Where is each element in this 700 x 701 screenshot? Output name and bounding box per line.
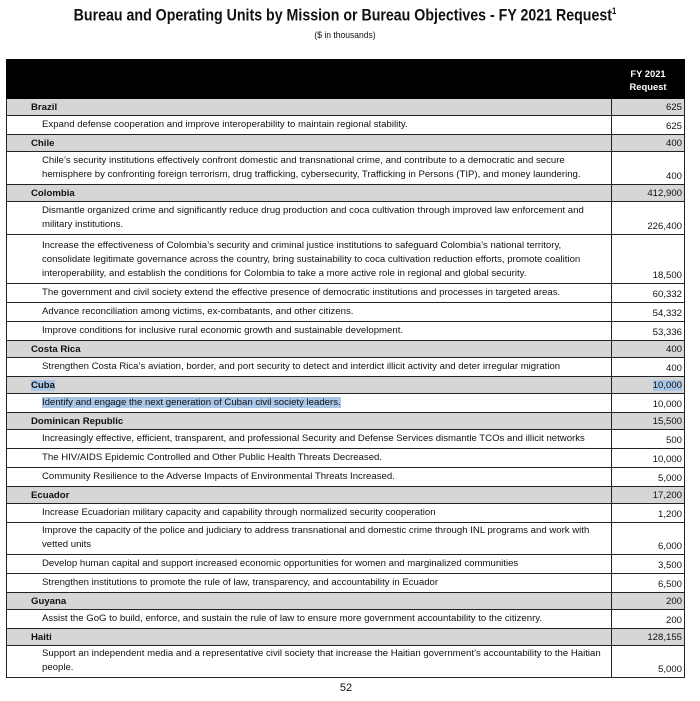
objective-amount: 400: [665, 171, 682, 182]
unit-amount: 400: [665, 138, 682, 149]
objective-text: Support an independent media and a representative civil society that increase the Haitian government’s accountability to the Haitian people.: [42, 648, 601, 673]
unit-name: Haiti: [31, 632, 52, 643]
objective-text: Increase Ecuadorian military capacity and capability through normalized security cooperation: [42, 507, 436, 518]
unit-name: Cuba: [31, 380, 55, 391]
objective-text-cell: [7, 152, 612, 185]
objective-row: [7, 430, 685, 449]
objective-row: [7, 646, 685, 678]
unit-name: Guyana: [31, 596, 67, 607]
objective-text-cell: [7, 116, 612, 135]
unit-name: Costa Rica: [31, 344, 81, 355]
unit-amount-cell: [612, 413, 685, 430]
unit-name-cell: [7, 99, 612, 116]
objective-amount: 10,000: [652, 454, 682, 465]
unit-amount-cell: [612, 135, 685, 152]
unit-amount: 128,155: [647, 632, 682, 643]
unit-name-cell: [7, 341, 612, 358]
unit-name: Ecuador: [31, 490, 70, 501]
objective-text: Improve conditions for inclusive rural economic growth and sustainable development.: [42, 325, 404, 336]
objective-text-cell: [7, 574, 612, 593]
unit-name-cell: [7, 487, 612, 504]
objective-amount: 54,332: [652, 308, 682, 319]
objective-amount-cell: [612, 449, 685, 468]
unit-name: Chile: [31, 138, 55, 149]
objective-row: [7, 504, 685, 523]
unit-amount: 625: [665, 102, 682, 113]
objective-amount-cell: [612, 394, 685, 413]
objective-row: [7, 468, 685, 487]
title-footnote-marker: 1: [611, 6, 617, 16]
objective-text-cell: [7, 202, 612, 235]
objective-text: Strengthen institutions to promote the rule of law, transparency, and accountability in Ecuador: [42, 577, 439, 588]
objective-row: [7, 610, 685, 629]
objective-amount-cell: [612, 555, 685, 574]
objective-text-cell: [7, 430, 612, 449]
objective-row: [7, 322, 685, 341]
unit-amount: 15,500: [652, 416, 682, 427]
objective-row: [7, 235, 685, 284]
objective-text-cell: [7, 303, 612, 322]
objective-amount: 5,000: [657, 473, 682, 484]
objective-text-cell: [7, 555, 612, 574]
objective-row: [7, 284, 685, 303]
unit-row: [7, 185, 685, 202]
objective-row: [7, 394, 685, 413]
objective-amount: 6,500: [657, 579, 682, 590]
objective-amount: 625: [665, 121, 682, 132]
unit-amount: 17,200: [652, 490, 682, 501]
objective-amount: 400: [665, 363, 682, 374]
objective-text-cell: [7, 504, 612, 523]
unit-row: [7, 135, 685, 152]
unit-amount: 10,000: [652, 380, 682, 391]
unit-row: [7, 629, 685, 646]
unit-amount-cell: [612, 629, 685, 646]
objective-amount-cell: [612, 322, 685, 341]
objective-amount-cell: [612, 430, 685, 449]
objective-amount: 500: [665, 435, 682, 446]
objective-amount-cell: [612, 523, 685, 555]
objective-text-cell: [7, 610, 612, 629]
objective-text: Assist the GoG to build, enforce, and sustain the rule of law to ensure more government accountability to the citizenry.: [42, 613, 543, 624]
unit-name: Colombia: [31, 188, 75, 199]
objective-text-cell: [7, 449, 612, 468]
unit-row: [7, 487, 685, 504]
objective-amount: 5,000: [657, 664, 682, 675]
objective-amount: 3,500: [657, 560, 682, 571]
budget-table: [6, 59, 685, 678]
objective-amount: 10,000: [652, 399, 682, 410]
page-subtitle: ($ in thousands): [314, 30, 376, 41]
objective-amount-cell: [612, 358, 685, 377]
unit-name: Dominican Republic: [31, 416, 124, 427]
unit-row: [7, 99, 685, 116]
objective-amount-cell: [612, 284, 685, 303]
title-text: Bureau and Operating Units by Mission or Bureau Objectives - FY 2021 Request: [73, 6, 612, 25]
unit-name-cell: [7, 629, 612, 646]
objective-text: Chile’s security institutions effectively confront domestic and transnational crime, and contribute to a democratic and secure hemisphere by confronting foreign terrorism, drug trafficking, cybersecurity, Trafficking in Persons (TIP), and money laundering.: [42, 155, 581, 180]
unit-row: [7, 413, 685, 430]
objective-text: Advance reconciliation among victims, ex-combatants, and other citizens.: [42, 306, 354, 317]
objective-amount-cell: [612, 152, 685, 185]
objective-text: Expand defense cooperation and improve interoperability to maintain regional stability.: [42, 119, 408, 130]
header-line-2: Request: [629, 80, 667, 92]
objective-text-cell: [7, 322, 612, 341]
page-title: [48, 6, 641, 26]
objective-text-cell: [7, 468, 612, 487]
objective-text: Identify and engage the next generation of Cuban civil society leaders.: [42, 397, 341, 408]
page-number: 52: [339, 682, 353, 694]
objective-amount-cell: [612, 610, 685, 629]
unit-row: [7, 377, 685, 394]
objective-amount-cell: [612, 574, 685, 593]
unit-amount: 200: [665, 596, 682, 607]
objective-amount-cell: [612, 116, 685, 135]
objective-amount: 60,332: [652, 289, 682, 300]
objective-row: [7, 555, 685, 574]
unit-row: [7, 593, 685, 610]
objective-row: [7, 449, 685, 468]
objective-amount: 53,336: [652, 327, 682, 338]
unit-name-cell: [7, 593, 612, 610]
objective-text: The government and civil society extend the effective presence of democratic institutions and processes in targeted areas.: [42, 287, 561, 298]
objective-text-cell: [7, 523, 612, 555]
objective-row: [7, 303, 685, 322]
objective-row: [7, 202, 685, 235]
objective-amount-cell: [612, 303, 685, 322]
unit-name-cell: [7, 413, 612, 430]
unit-row: [7, 341, 685, 358]
objective-text-cell: [7, 394, 612, 413]
header-fy2021-request: [612, 60, 685, 99]
objective-text: The HIV/AIDS Epidemic Controlled and Other Public Health Threats Decreased.: [42, 452, 383, 463]
objective-amount: 1,200: [657, 509, 682, 520]
objective-amount-cell: [612, 646, 685, 678]
objective-text: Strengthen Costa Rica’s aviation, border, and port security to detect and interdict illicit activity and deter irregular migration: [42, 361, 561, 372]
unit-name-cell: [7, 185, 612, 202]
unit-amount-cell: [612, 185, 685, 202]
objective-amount: 18,500: [652, 270, 682, 281]
objective-amount-cell: [612, 504, 685, 523]
unit-name: Brazil: [31, 102, 58, 113]
objective-row: [7, 523, 685, 555]
unit-name-cell: [7, 377, 612, 394]
objective-row: [7, 116, 685, 135]
objective-amount-cell: [612, 468, 685, 487]
unit-name-cell: [7, 135, 612, 152]
header-line-1: FY 2021: [630, 67, 666, 79]
objective-amount: 226,400: [647, 221, 682, 232]
unit-amount: 400: [665, 344, 682, 355]
objective-text: Dismantle organized crime and significantly reduce drug production and coca cultivation through improved law enforcement and military institutions.: [42, 205, 584, 230]
unit-amount-cell: [612, 341, 685, 358]
objective-text-cell: [7, 358, 612, 377]
unit-amount-cell: [612, 99, 685, 116]
objective-text-cell: [7, 284, 612, 303]
objective-text: Improve the capacity of the police and judiciary to address transnational and domestic crime through INL programs and work with vetted units: [42, 525, 590, 550]
objective-amount: 6,000: [657, 541, 682, 552]
objective-text-cell: [7, 235, 612, 284]
objective-row: [7, 152, 685, 185]
objective-row: [7, 574, 685, 593]
unit-amount-cell: [612, 377, 685, 394]
objective-amount-cell: [612, 202, 685, 235]
header-label-cell: [7, 60, 612, 99]
objective-row: [7, 358, 685, 377]
unit-amount: 412,900: [647, 188, 682, 199]
objective-amount-cell: [612, 235, 685, 284]
table-header-row: [7, 60, 685, 99]
objective-text: Increasingly effective, efficient, transparent, and professional Security and Defense Services dismantle TCOs and illicit networks: [42, 433, 585, 444]
objective-text: Community Resilience to the Adverse Impacts of Environmental Threats Increased.: [42, 471, 395, 482]
objective-text: Increase the effectiveness of Colombia’s security and criminal justice institutions to safeguard Colombia’s national territory, consolidate legitimate governance across the country, bring sustainability to coca cultivation reduction efforts, promote coalition interoperability, and establish the conditions for Colombia to take a more active role in regional and global security.: [42, 240, 581, 279]
objective-text-cell: [7, 646, 612, 678]
objective-text: Develop human capital and support increased economic opportunities for women and marginalized communities: [42, 558, 519, 569]
unit-amount-cell: [612, 593, 685, 610]
unit-amount-cell: [612, 487, 685, 504]
objective-amount: 200: [665, 615, 682, 626]
table-body: [7, 99, 685, 678]
